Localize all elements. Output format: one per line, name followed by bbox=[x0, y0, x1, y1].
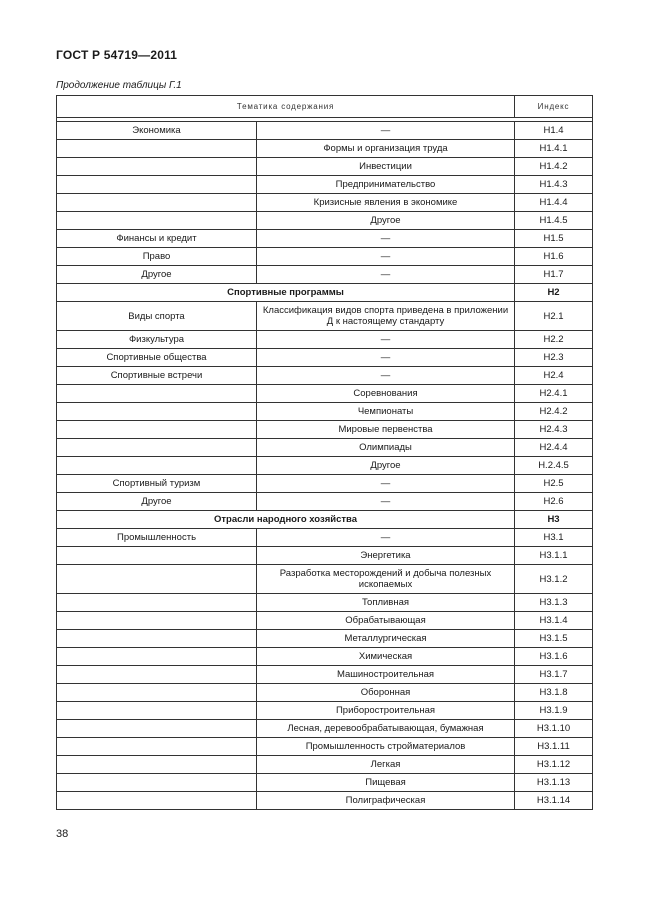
topic-cell: Другое bbox=[57, 493, 257, 511]
section-title: Спортивные программы bbox=[57, 284, 515, 302]
table-row bbox=[57, 302, 593, 331]
index-cell: Н3.1.13 bbox=[515, 774, 593, 792]
page-number: 38 bbox=[56, 828, 69, 840]
subtopic-cell: Формы и организация труда bbox=[257, 140, 515, 158]
topic-cell bbox=[57, 421, 257, 439]
topic-cell bbox=[57, 194, 257, 212]
topic-cell: Финансы и кредит bbox=[57, 230, 257, 248]
table-row bbox=[57, 565, 593, 594]
subtopic-cell: Чемпионаты bbox=[257, 403, 515, 421]
index-cell: Н2.4.2 bbox=[515, 403, 593, 421]
index-cell: Н3.1.6 bbox=[515, 648, 593, 666]
subtopic-cell: Оборонная bbox=[257, 684, 515, 702]
table-row bbox=[57, 547, 593, 565]
table-row bbox=[57, 630, 593, 648]
subtopic-cell: Обрабатывающая bbox=[257, 612, 515, 630]
table-row bbox=[57, 684, 593, 702]
index-cell: Н3.1.5 bbox=[515, 630, 593, 648]
table-row bbox=[57, 230, 593, 248]
index-cell: Н3.1.2 bbox=[515, 565, 593, 594]
topic-cell: Промышленность bbox=[57, 529, 257, 547]
table-row bbox=[57, 493, 593, 511]
table-body bbox=[57, 96, 593, 810]
topic-cell bbox=[57, 684, 257, 702]
topic-cell: Спортивные встречи bbox=[57, 367, 257, 385]
topic-cell bbox=[57, 666, 257, 684]
topic-cell: Спортивные общества bbox=[57, 349, 257, 367]
topic-cell bbox=[57, 547, 257, 565]
subtopic-cell: Лесная, деревообрабатывающая, бумажная bbox=[257, 720, 515, 738]
index-cell: Н3.1 bbox=[515, 529, 593, 547]
index-cell: Н1.4.5 bbox=[515, 212, 593, 230]
topic-cell bbox=[57, 792, 257, 810]
topic-cell bbox=[57, 565, 257, 594]
header-topic: Тематика содержания bbox=[57, 96, 515, 118]
table-row bbox=[57, 176, 593, 194]
document-code: ГОСТ Р 54719—2011 bbox=[56, 48, 178, 62]
subtopic-cell: Разработка месторождений и добыча полезных ископаемых bbox=[257, 565, 515, 594]
subtopic-cell: Другое bbox=[257, 457, 515, 475]
subtopic-cell: Приборостроительная bbox=[257, 702, 515, 720]
topic-cell bbox=[57, 630, 257, 648]
index-cell: Н3.1.14 bbox=[515, 792, 593, 810]
index-cell: Н3.1.7 bbox=[515, 666, 593, 684]
topic-cell bbox=[57, 738, 257, 756]
table-row bbox=[57, 738, 593, 756]
subtopic-cell: Олимпиады bbox=[257, 439, 515, 457]
section-title: Отрасли народного хозяйства bbox=[57, 511, 515, 529]
index-cell: Н2.4 bbox=[515, 367, 593, 385]
index-cell: Н1.7 bbox=[515, 266, 593, 284]
table-row bbox=[57, 212, 593, 230]
section-row bbox=[57, 511, 593, 529]
topic-cell bbox=[57, 385, 257, 403]
subtopic-cell: — bbox=[257, 248, 515, 266]
index-cell: Н3.1.4 bbox=[515, 612, 593, 630]
subtopic-cell: — bbox=[257, 529, 515, 547]
topic-cell bbox=[57, 594, 257, 612]
subtopic-cell: Топливная bbox=[257, 594, 515, 612]
index-cell: Н2.4.3 bbox=[515, 421, 593, 439]
table-row bbox=[57, 194, 593, 212]
table-row bbox=[57, 475, 593, 493]
subtopic-cell: — bbox=[257, 122, 515, 140]
subtopic-cell: Инвестиции bbox=[257, 158, 515, 176]
index-cell: Н1.4.2 bbox=[515, 158, 593, 176]
subtopic-cell: Кризисные явления в экономике bbox=[257, 194, 515, 212]
subtopic-cell: — bbox=[257, 493, 515, 511]
topic-cell bbox=[57, 720, 257, 738]
index-cell: Н3.1.11 bbox=[515, 738, 593, 756]
header-index: Индекс bbox=[515, 96, 593, 118]
index-cell: Н3.1.3 bbox=[515, 594, 593, 612]
index-cell: Н2.3 bbox=[515, 349, 593, 367]
table-row bbox=[57, 612, 593, 630]
topic-cell bbox=[57, 140, 257, 158]
section-index: Н2 bbox=[515, 284, 593, 302]
topic-cell: Другое bbox=[57, 266, 257, 284]
table-row bbox=[57, 421, 593, 439]
index-cell: Н2.4.4 bbox=[515, 439, 593, 457]
table-row bbox=[57, 122, 593, 140]
subtopic-cell: Соревнования bbox=[257, 385, 515, 403]
topic-cell bbox=[57, 439, 257, 457]
section-row bbox=[57, 284, 593, 302]
index-cell: Н2.1 bbox=[515, 302, 593, 331]
subtopic-cell: Предпринимательство bbox=[257, 176, 515, 194]
section-index: Н3 bbox=[515, 511, 593, 529]
table-row bbox=[57, 648, 593, 666]
topic-cell bbox=[57, 158, 257, 176]
subtopic-cell: — bbox=[257, 230, 515, 248]
topic-cell: Физкультура bbox=[57, 331, 257, 349]
table-header-row bbox=[57, 96, 593, 118]
index-cell: Н3.1.10 bbox=[515, 720, 593, 738]
topic-cell bbox=[57, 774, 257, 792]
topics-table bbox=[56, 95, 593, 810]
subtopic-cell: Химическая bbox=[257, 648, 515, 666]
table-row bbox=[57, 702, 593, 720]
table-row bbox=[57, 158, 593, 176]
subtopic-cell: Другое bbox=[257, 212, 515, 230]
table-row bbox=[57, 594, 593, 612]
table-row bbox=[57, 331, 593, 349]
table-row bbox=[57, 403, 593, 421]
subtopic-cell: — bbox=[257, 266, 515, 284]
table-row bbox=[57, 266, 593, 284]
index-cell: Н1.4.4 bbox=[515, 194, 593, 212]
index-cell: Н3.1.1 bbox=[515, 547, 593, 565]
topic-cell: Право bbox=[57, 248, 257, 266]
topic-cell bbox=[57, 702, 257, 720]
subtopic-cell: — bbox=[257, 367, 515, 385]
table-row bbox=[57, 349, 593, 367]
table-row bbox=[57, 248, 593, 266]
index-cell: Н1.5 bbox=[515, 230, 593, 248]
table-row bbox=[57, 792, 593, 810]
topic-cell bbox=[57, 612, 257, 630]
index-cell: Н2.4.1 bbox=[515, 385, 593, 403]
index-cell: Н3.1.8 bbox=[515, 684, 593, 702]
index-cell: Н3.1.9 bbox=[515, 702, 593, 720]
subtopic-cell: Металлургическая bbox=[257, 630, 515, 648]
index-cell: Н1.4 bbox=[515, 122, 593, 140]
table-row bbox=[57, 140, 593, 158]
table-row bbox=[57, 666, 593, 684]
topic-cell: Экономика bbox=[57, 122, 257, 140]
index-cell: Н2.2 bbox=[515, 331, 593, 349]
subtopic-cell: Классификация видов спорта приведена в приложении Д к настоящему стандарту bbox=[257, 302, 515, 331]
index-cell: Н2.6 bbox=[515, 493, 593, 511]
topic-cell bbox=[57, 403, 257, 421]
index-cell: Н1.4.3 bbox=[515, 176, 593, 194]
index-cell: Н2.5 bbox=[515, 475, 593, 493]
topic-cell: Спортивный туризм bbox=[57, 475, 257, 493]
index-cell: Н3.1.12 bbox=[515, 756, 593, 774]
topic-cell bbox=[57, 648, 257, 666]
topic-cell bbox=[57, 457, 257, 475]
table-row bbox=[57, 720, 593, 738]
subtopic-cell: Легкая bbox=[257, 756, 515, 774]
table-row bbox=[57, 367, 593, 385]
subtopic-cell: Пищевая bbox=[257, 774, 515, 792]
subtopic-cell: Машиностроительная bbox=[257, 666, 515, 684]
table-row bbox=[57, 774, 593, 792]
index-cell: Н1.6 bbox=[515, 248, 593, 266]
topic-cell bbox=[57, 756, 257, 774]
table-row bbox=[57, 457, 593, 475]
table-row bbox=[57, 439, 593, 457]
topic-cell: Виды спорта bbox=[57, 302, 257, 331]
subtopic-cell: — bbox=[257, 475, 515, 493]
topic-cell bbox=[57, 212, 257, 230]
index-cell: Н1.4.1 bbox=[515, 140, 593, 158]
table-row bbox=[57, 529, 593, 547]
table-caption: Продолжение таблицы Г.1 bbox=[56, 80, 182, 91]
subtopic-cell: Мировые первенства bbox=[257, 421, 515, 439]
subtopic-cell: — bbox=[257, 331, 515, 349]
topic-cell bbox=[57, 176, 257, 194]
table-row bbox=[57, 756, 593, 774]
subtopic-cell: Энергетика bbox=[257, 547, 515, 565]
table-row bbox=[57, 385, 593, 403]
index-cell: Н.2.4.5 bbox=[515, 457, 593, 475]
subtopic-cell: Промышленность стройматериалов bbox=[257, 738, 515, 756]
subtopic-cell: — bbox=[257, 349, 515, 367]
subtopic-cell: Полиграфическая bbox=[257, 792, 515, 810]
